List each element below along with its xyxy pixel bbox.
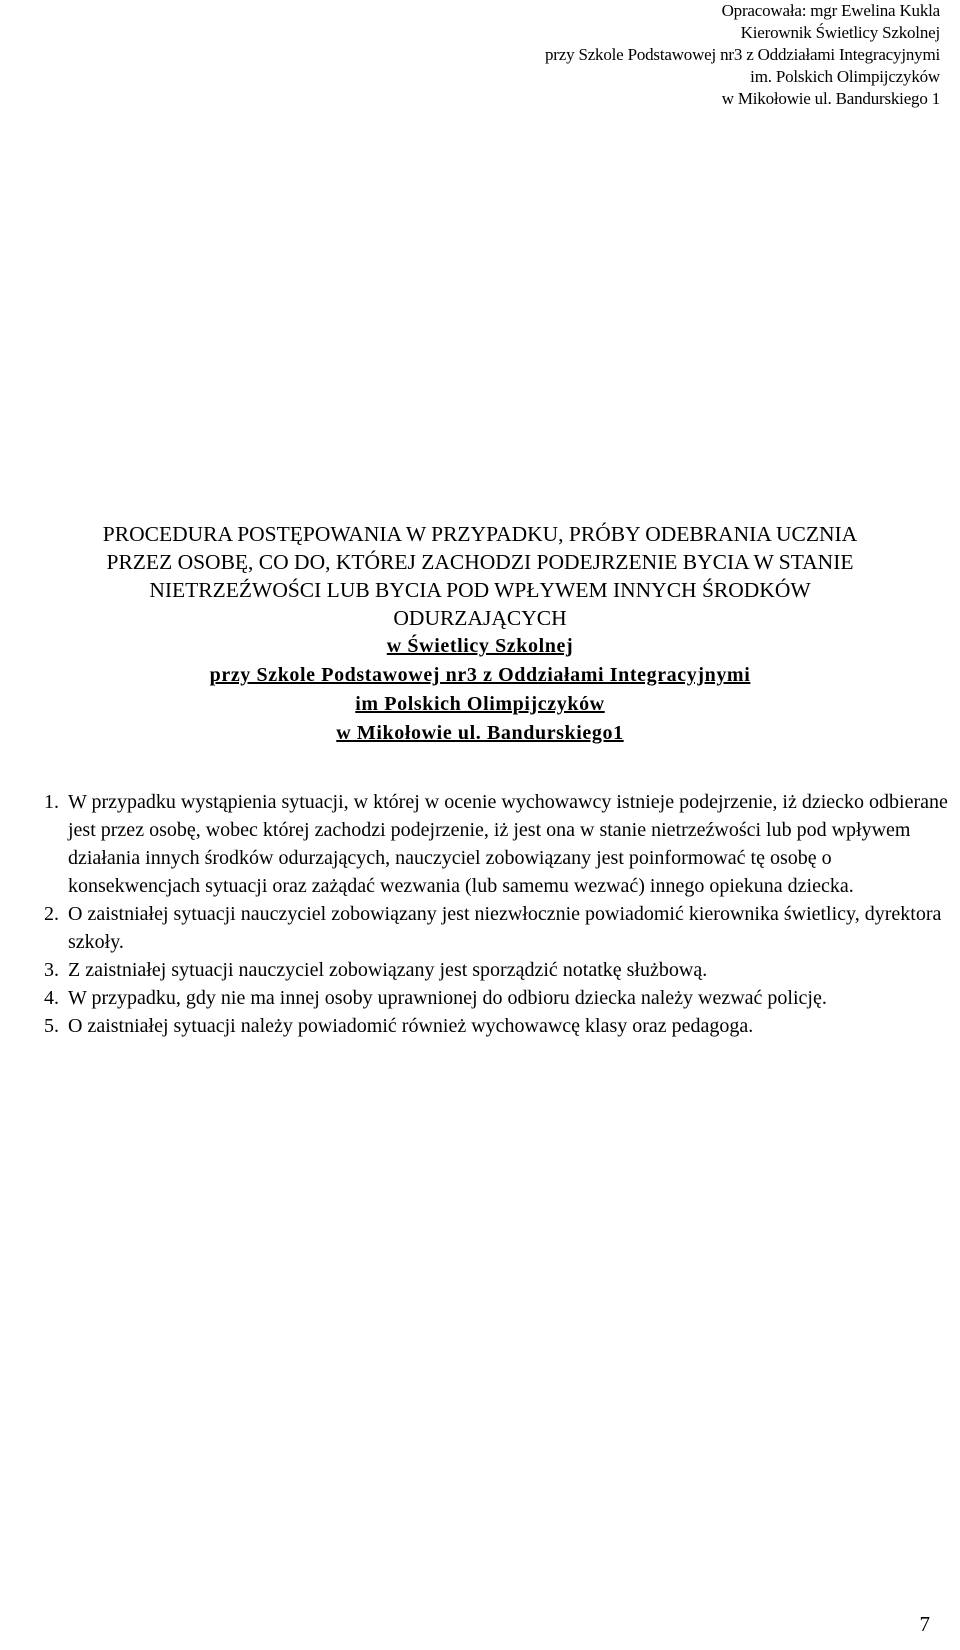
list-item [0,956,960,984]
title-line: PROCEDURA POSTĘPOWANIA W PRZYPADKU, PRÓBY ODEBRANIA UCZNIA [102,522,858,546]
item-text: O zaistniałej sytuacji należy powiadomić również wychowawcę klasy oraz pedagoga. [68,1015,754,1037]
header-line: Opracowała: mgr Ewelina Kukla [721,1,940,20]
item-text: O zaistniałej sytuacji nauczyciel zobowiązany jest niezwłocznie powiadomić kierownika świetlicy, dyrektora szkoły. [68,903,942,953]
item-number: 3. [44,959,59,981]
item-text: W przypadku, gdy nie ma innej osoby uprawnionej do odbioru dziecka należy wezwać policję. [68,987,827,1009]
header-line: im. Polskich Olimpijczyków [750,67,940,86]
subtitle-line: im Polskich Olimpijczyków [355,693,605,715]
document-title [0,520,960,748]
title-line: PRZEZ OSOBĘ, CO DO, KTÓREJ ZACHODZI PODEJRZENIE BYCIA W STANIE [106,550,854,574]
list-item [0,984,960,1012]
subtitle-line: w Mikołowie ul. Bandurskiego1 [336,722,624,744]
list-item [0,900,960,956]
item-number: 1. [44,791,59,813]
item-number: 5. [44,1015,59,1037]
item-number: 4. [44,987,59,1009]
title-line: ODURZAJĄCYCH [393,606,567,630]
list-item [0,1012,960,1040]
item-number: 2. [44,903,59,925]
author-header [40,0,940,110]
item-text: Z zaistniałej sytuacji nauczyciel zobowiązany jest sporządzić notatkę służbową. [68,959,708,981]
title-line: NIETRZEŹWOŚCI LUB BYCIA POD WPŁYWEM INNYCH ŚRODKÓW [149,578,811,602]
header-line: Kierownik Świetlicy Szkolnej [740,23,940,42]
header-line: w Mikołowie ul. Bandurskiego 1 [721,89,940,108]
header-line: przy Szkole Podstawowej nr3 z Oddziałami Integracyjnymi [545,45,940,64]
procedure-list [0,788,960,1040]
item-text: W przypadku wystąpienia sytuacji, w której w ocenie wychowawcy istnieje podejrzenie, iż dziecko odbierane jest przez osobę, wobec której zachodzi podejrzenie, iż jest ona w stanie nietrzeźwości lub pod wpływem działania innych środków odurzających, nauczyciel zobowiązany jest poinformować tę osobę o konsekwencjach sytuacji oraz zażądać wezwania (lub samemu wezwać) innego opiekuna dziecka. [68,791,948,897]
subtitle-line: w Świetlicy Szkolnej [386,635,574,657]
subtitle-line: przy Szkole Podstawowej nr3 z Oddziałami Integracyjnymi [209,664,751,686]
page-number: 7 [919,1612,930,1636]
list-item [0,788,960,900]
